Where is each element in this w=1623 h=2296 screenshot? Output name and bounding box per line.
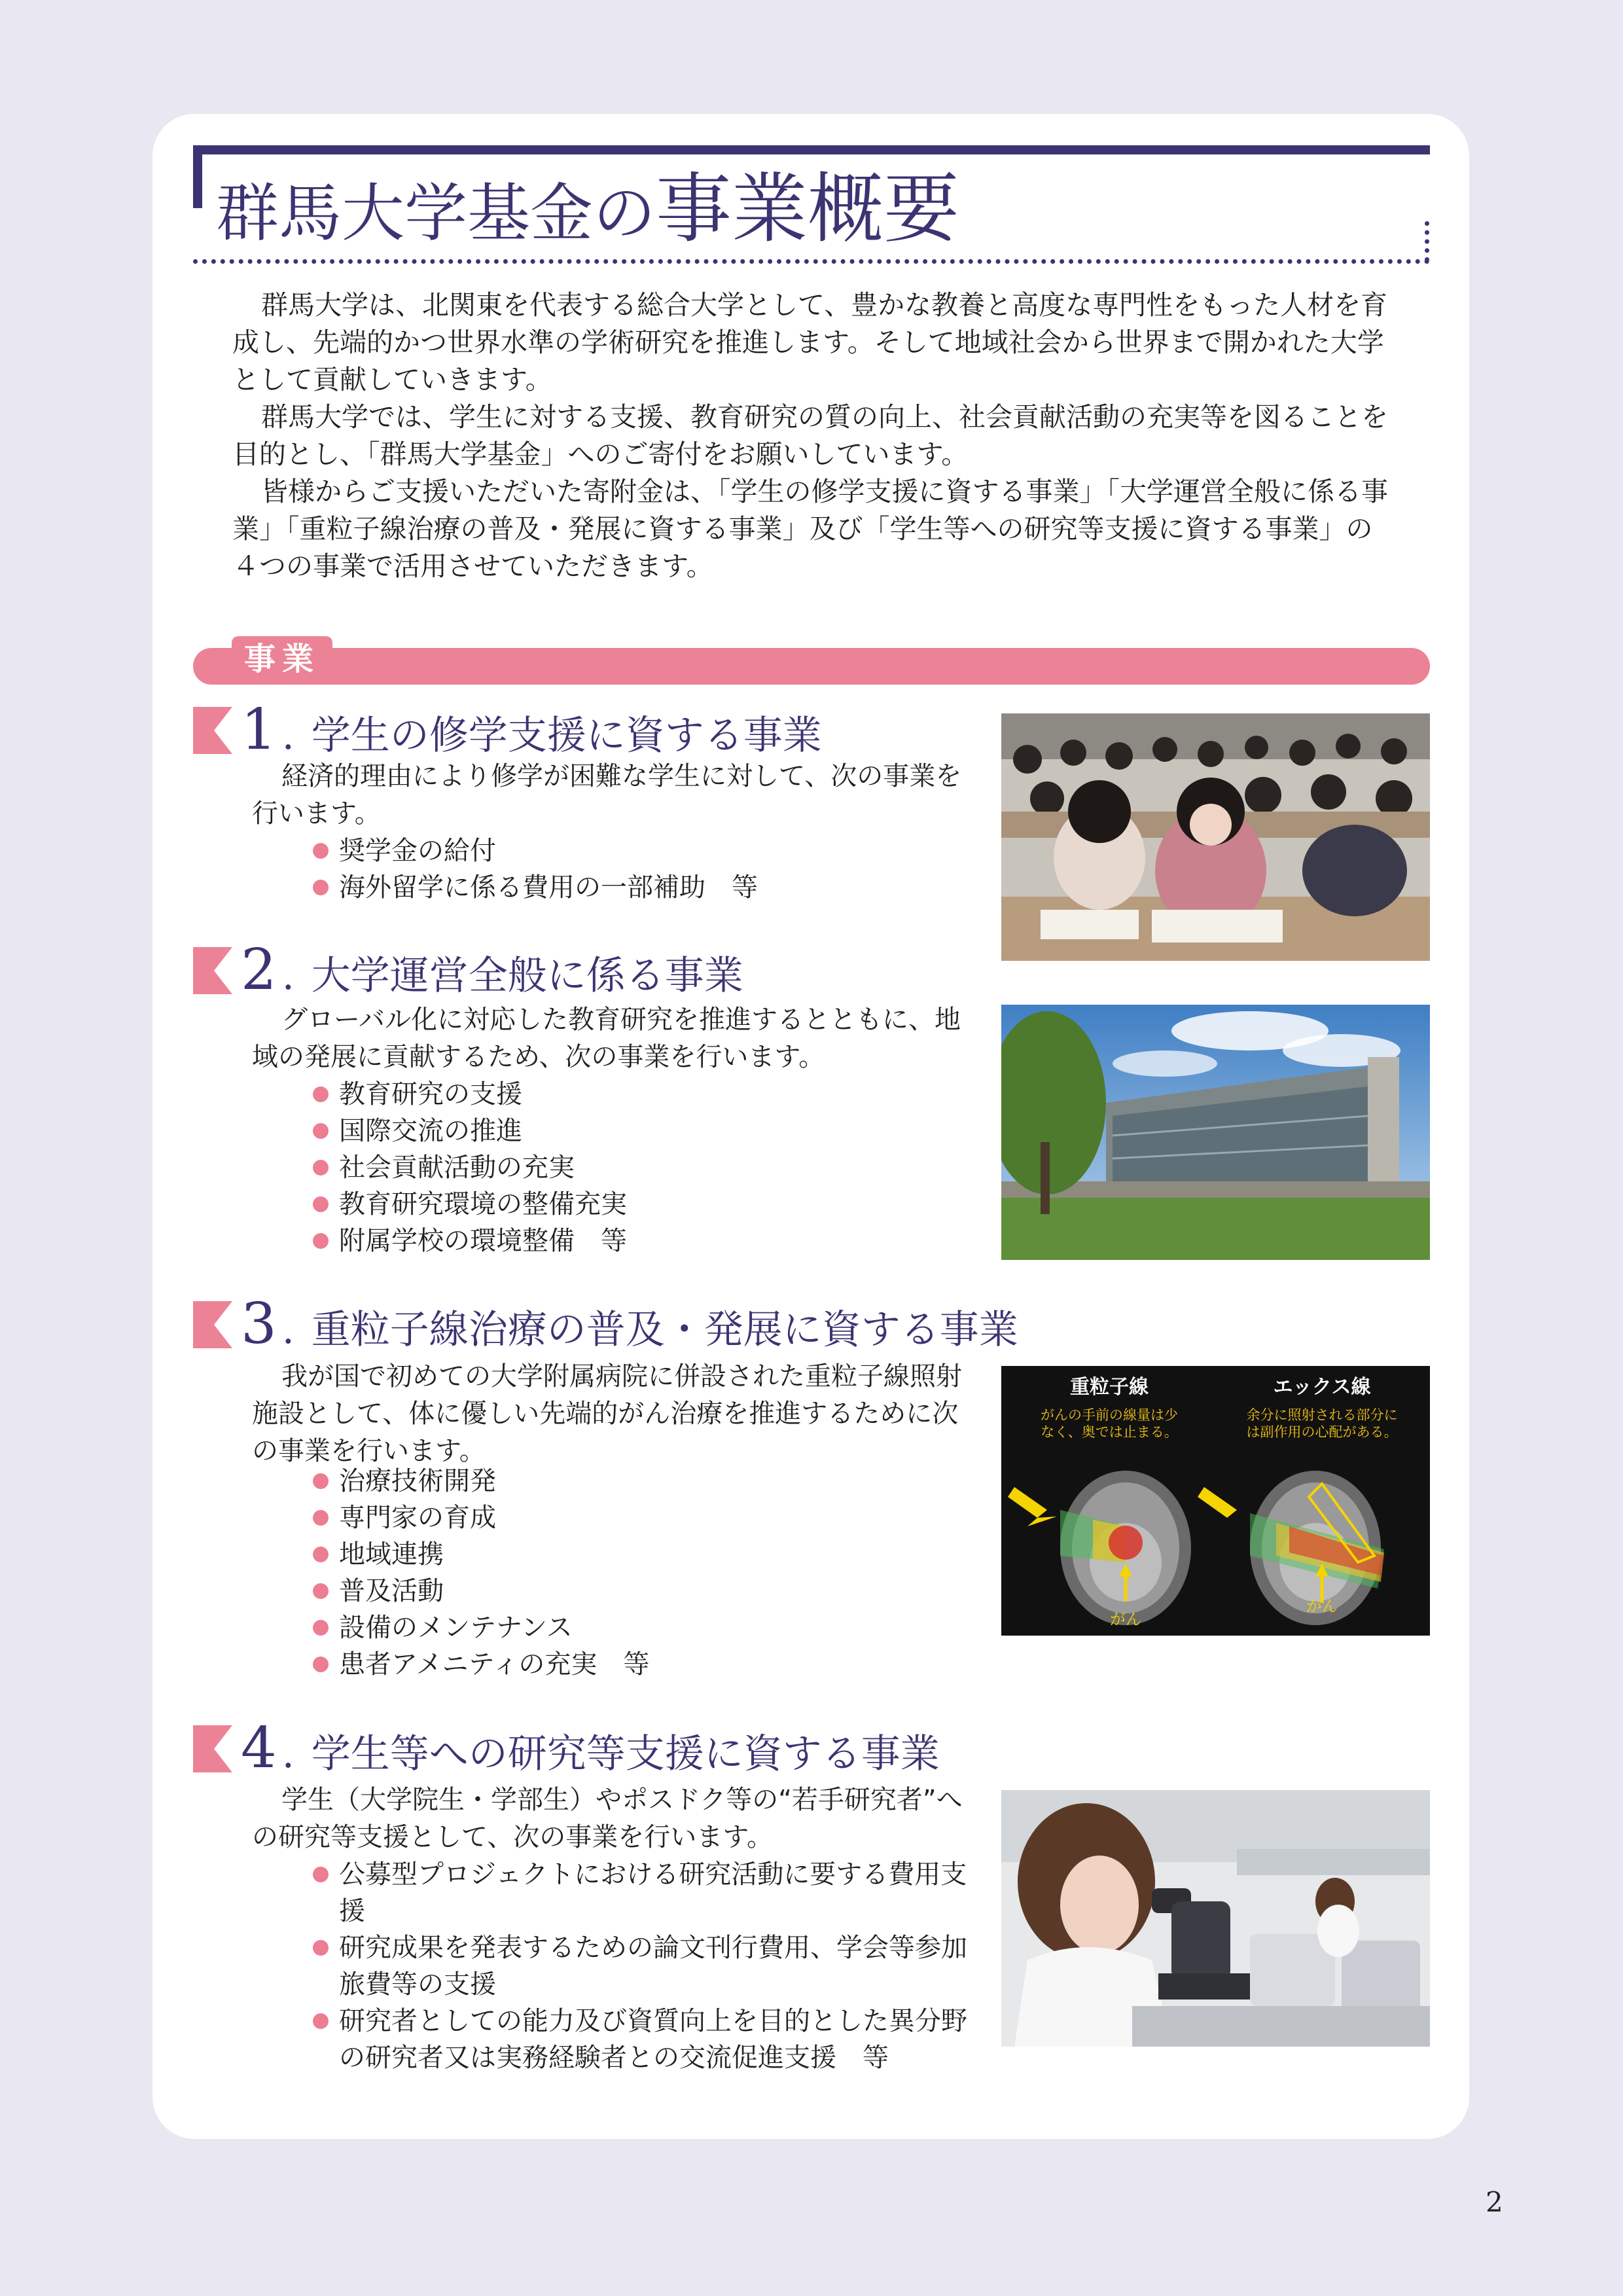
item-number: 3 [241, 1291, 277, 1357]
tumor-label: がん [1110, 1610, 1141, 1628]
title-dotted-rule [193, 259, 1430, 264]
item-marker-icon [193, 947, 232, 994]
list-item [313, 1463, 979, 1499]
list-item [313, 1113, 979, 1149]
item-number: 4 [241, 1715, 277, 1781]
bullet-text: 奨学金の給付 [339, 836, 496, 866]
bullet-dot-icon [313, 1510, 329, 1526]
bullet-dot-icon [313, 1547, 329, 1562]
bullet-dot-icon [313, 1473, 329, 1489]
intro-paragraph: 群馬大学は、北関東を代表する総合大学として、豊かな教養と高度な専門性をもった人材を育成し、先端的かつ世界水準の学術研究を推進します。そして地域社会から世界まで開かれた大学として貢献していきます。 [232, 289, 1388, 395]
item-number: 2 [241, 937, 277, 1003]
list-item [313, 1856, 979, 1929]
bullet-text: 公募型プロジェクトにおける研究活動に要する費用支援 [339, 1859, 967, 1926]
bullet-text: 附属学校の環境整備 等 [339, 1226, 627, 1256]
bullet-dot-icon [313, 1086, 329, 1102]
radiation-comparison-figure [1001, 1366, 1430, 1636]
item-description-3: 我が国で初めての大学附属病院に併設された重粒子線照射施設として、体に優しい先端的がん治療を推進するために次の事業を行います。 [252, 1361, 962, 1466]
item-marker-icon [193, 707, 232, 754]
bullet-text: 教育研究の支援 [339, 1079, 522, 1109]
bullet-dot-icon [313, 1233, 329, 1249]
bullet-dot-icon [313, 1160, 329, 1175]
campus-building-photo [1001, 1005, 1430, 1260]
bullet-dot-icon [313, 2013, 329, 2029]
bullet-dot-icon [313, 1123, 329, 1139]
xray-caption-line: は副作用の心配がある。 [1246, 1424, 1398, 1440]
title-dotted-rule-right [1425, 221, 1429, 262]
list-item [313, 1186, 979, 1223]
bullet-dot-icon [313, 1620, 329, 1636]
item-title-text: 大学運営全般に係る事業 [311, 953, 743, 999]
bullet-text: 研究成果を発表するための論文刊行費用、学会等参加旅費等の支援 [339, 1933, 967, 2000]
page-title-main: 事業概要 [656, 165, 959, 253]
page-title-prefix: 群馬大学基金の [216, 177, 656, 250]
item-title-2 [241, 937, 743, 1003]
lab-microscope-photo [1001, 1790, 1430, 2047]
item-title-text: 学生の修学支援に資する事業 [311, 713, 822, 759]
item-title-1 [241, 697, 822, 762]
bullet-text: 社会貢献活動の充実 [339, 1153, 575, 1183]
section-label: 事業 [243, 641, 320, 677]
list-item [313, 1499, 979, 1536]
item-description-4: 学生（大学院生・学部生）やポスドク等の“若手研究者”への研究等支援として、次の事業を行います。 [252, 1785, 963, 1852]
list-item [313, 833, 979, 869]
item-marker-icon [193, 1725, 232, 1772]
students-classroom-photo [1001, 713, 1430, 961]
item-bullets-2 [313, 1076, 979, 1259]
list-item [313, 1929, 979, 2003]
bullet-dot-icon [313, 1867, 329, 1882]
item-number-dot: . [281, 953, 294, 999]
bullet-text: 普及活動 [339, 1576, 444, 1606]
item-bullets-4 [313, 1856, 979, 2076]
bullet-text: 教育研究環境の整備充実 [339, 1189, 627, 1219]
item-bullets-1 [313, 833, 979, 906]
item-title-text: 学生等への研究等支援に資する事業 [311, 1731, 940, 1777]
item-number-dot: . [281, 1307, 294, 1353]
bullet-dot-icon [313, 880, 329, 895]
intro-paragraph: 群馬大学では、学生に対する支援、教育研究の質の向上、社会貢献活動の充実等を図ることを目的とし、「群馬大学基金」へのご寄付をお願いしています。 [232, 401, 1388, 470]
list-item [313, 1223, 979, 1259]
xray-heading: エックス線 [1273, 1376, 1371, 1399]
item-description-2: グローバル化に対応した教育研究を推進するとともに、地域の発展に貢献するため、次の事業を行います。 [252, 1005, 961, 1072]
item-number-dot: . [281, 713, 294, 759]
bullet-text: 専門家の育成 [339, 1503, 496, 1533]
xray-caption-line: 余分に照射される部分に [1246, 1407, 1398, 1423]
item-title-text: 重粒子線治療の普及・発展に資する事業 [311, 1307, 1018, 1353]
item-number-dot: . [281, 1731, 294, 1777]
list-item [313, 1573, 979, 1609]
bullet-text: 海外留学に係る費用の一部補助 等 [339, 872, 758, 903]
bullet-text: 設備のメンテナンス [339, 1613, 573, 1643]
bullet-text: 研究者としての能力及び資質向上を目的とした異分野の研究者又は実務経験者との交流促進支援 等 [339, 2006, 967, 2073]
list-item [313, 1149, 979, 1186]
bullet-text: 患者アメニティの充実 等 [339, 1649, 650, 1679]
page-number: 2 [1486, 2186, 1503, 2218]
item-number: 1 [241, 697, 277, 762]
item-marker-icon [193, 1301, 232, 1348]
item-bullets-3 [313, 1463, 979, 1683]
bullet-dot-icon [313, 1196, 329, 1212]
bullet-dot-icon [313, 843, 329, 859]
list-item [313, 1076, 979, 1113]
list-item [313, 1536, 979, 1573]
bullet-dot-icon [313, 1940, 329, 1956]
section-band [193, 648, 1430, 685]
tumor-label: がん [1306, 1597, 1338, 1615]
heavy-ion-caption-line: なく、奥では止まる。 [1041, 1424, 1178, 1440]
item-title-4 [241, 1715, 940, 1781]
heavy-ion-heading: 重粒子線 [1070, 1376, 1149, 1399]
list-item [313, 2003, 979, 2076]
list-item [313, 869, 979, 906]
page-title [216, 160, 959, 259]
bullet-text: 治療技術開発 [339, 1466, 496, 1496]
bullet-dot-icon [313, 1657, 329, 1672]
list-item [313, 1609, 979, 1646]
title-frame-left-rule [193, 145, 202, 208]
heavy-ion-caption-line: がんの手前の線量は少 [1041, 1407, 1178, 1423]
bullet-dot-icon [313, 1583, 329, 1599]
bullet-text: 地域連携 [339, 1539, 444, 1570]
bullet-text: 国際交流の推進 [339, 1116, 522, 1146]
intro-text [232, 287, 1397, 585]
intro-paragraph: 皆様からご支援いただいた寄附金は、「学生の修学支援に資する事業」「大学運営全般に係る事業」「重粒子線治療の普及・発展に資する事業」及び「学生等への研究等支援に資する事業」の４つの事業で活用させていただきます。 [232, 476, 1388, 582]
item-title-3 [241, 1291, 1018, 1357]
list-item [313, 1646, 979, 1683]
title-frame-top-rule [193, 145, 1430, 154]
item-description-1: 経済的理由により修学が困難な学生に対して、次の事業を行います。 [252, 761, 962, 829]
